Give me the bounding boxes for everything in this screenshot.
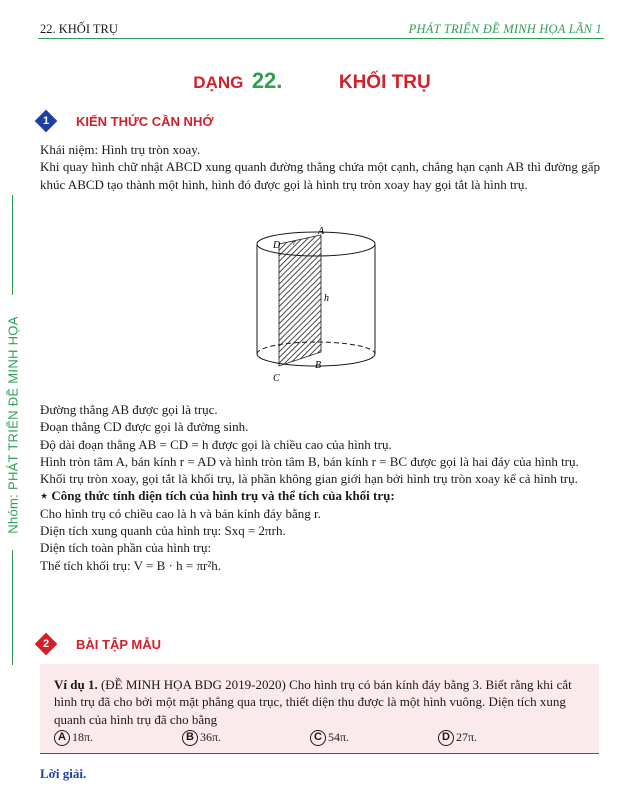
section-number-badge: 2	[35, 633, 58, 656]
choice-b[interactable]	[182, 729, 310, 746]
example-box	[40, 664, 599, 754]
label-B: B	[315, 360, 322, 371]
title-name: KHỐI TRỤ	[338, 72, 431, 93]
header-rule	[38, 38, 604, 39]
cylinder-figure	[250, 222, 390, 387]
section-number-badge: 1	[35, 110, 58, 133]
choice-value: 27π.	[456, 729, 478, 744]
fact-line: Đường thẳng AB được gọi là trục.	[40, 402, 218, 417]
choice-letter: B	[182, 730, 198, 746]
section-title: BÀI TẬP MẪU	[76, 636, 161, 652]
formula-heading: ⋆ Công thức tính diện tích của hình trụ và thể tích của khối trụ:	[40, 488, 395, 504]
header-chapter: 22. KHỐI TRỤ	[40, 22, 118, 36]
example-statement	[54, 676, 587, 728]
side-group-label: Nhóm: PHÁT TRIỂN ĐỀ MINH HỌA	[5, 316, 21, 534]
section-title: KIẾN THỨC CẦN NHỚ	[76, 113, 214, 129]
fact-line: Hình tròn tâm A, bán kính r = AD và hình tròn tâm B, bán kính r = BC được gọi là hai đáy của hình trụ.	[40, 453, 579, 469]
label-A: A	[318, 226, 325, 237]
choice-letter: C	[310, 730, 326, 746]
header-series: PHÁT TRIỂN ĐỀ MINH HỌA LẦN 1	[408, 22, 602, 36]
formula-line: Diện tích toàn phần của hình trụ:	[40, 540, 212, 556]
choice-d[interactable]	[438, 729, 566, 746]
side-rule-top	[12, 195, 13, 295]
fact-line: Khối trụ tròn xoay, gọi tắt là khối trụ, là phần không gian giới hạn bởi hình trụ tròn xoay kể cả hình trụ.	[40, 471, 578, 487]
choice-letter: A	[54, 730, 70, 746]
answer-choices	[54, 729, 587, 746]
section-heading-examples	[38, 636, 161, 652]
fact-line: Đoạn thẳng CD được gọi là đường sinh.	[40, 419, 249, 435]
facts-list	[40, 401, 600, 574]
formula-line: Thể tích khối trụ: V = B · h = πr²h.	[40, 557, 221, 573]
side-rule-bottom	[12, 550, 13, 665]
title-number: 22.	[251, 68, 283, 93]
label-r: r	[293, 238, 297, 247]
page-title	[0, 68, 624, 94]
intro-definition: Khi quay hình chữ nhật ABCD xung quanh đường thẳng chứa một cạnh, chẳng hạn cạnh AB thì đường gấp khúc ABCD tạo thành một hình, hình đó được gọi là hình trụ tròn xoay hay gọi tắt là hình trụ.	[40, 159, 600, 192]
formula-line: Diện tích xung quanh của hình trụ: Sxq = 2πrh.	[40, 523, 286, 539]
fact-line: Độ dài đoạn thẳng AB = CD = h được gọi là chiều cao của hình trụ.	[40, 436, 392, 452]
choice-value: 36π.	[200, 729, 222, 744]
example-label: Ví dụ 1.	[54, 677, 98, 692]
section-heading-knowledge	[38, 113, 213, 129]
solution-label: Lời giải.	[40, 766, 87, 781]
example-text: (ĐỀ MINH HỌA BDG 2019-2020) Cho hình trụ có bán kính đáy bằng 3. Biết rằng khi cắt hình trụ đã cho bởi một mặt phẳng qua trục, thiết diện thu được là một hình vuông. Diện tích xung quanh của hình trụ đã cho bằng	[54, 677, 572, 727]
label-C: C	[273, 373, 280, 384]
formula-line: Cho hình trụ có chiều cao là h và bán kính đáy bằng r.	[40, 505, 321, 521]
choice-value: 18π.	[72, 729, 94, 744]
intro-line: Khái niệm: Hình trụ tròn xoay.	[40, 142, 201, 157]
intro-text	[40, 141, 600, 193]
choice-value: 54π.	[328, 729, 350, 744]
title-prefix: DẠNG	[193, 73, 244, 92]
choice-letter: D	[438, 730, 454, 746]
label-h: h	[324, 293, 329, 304]
choice-c[interactable]	[310, 729, 438, 746]
choice-a[interactable]	[54, 729, 182, 746]
label-D: D	[273, 240, 281, 251]
